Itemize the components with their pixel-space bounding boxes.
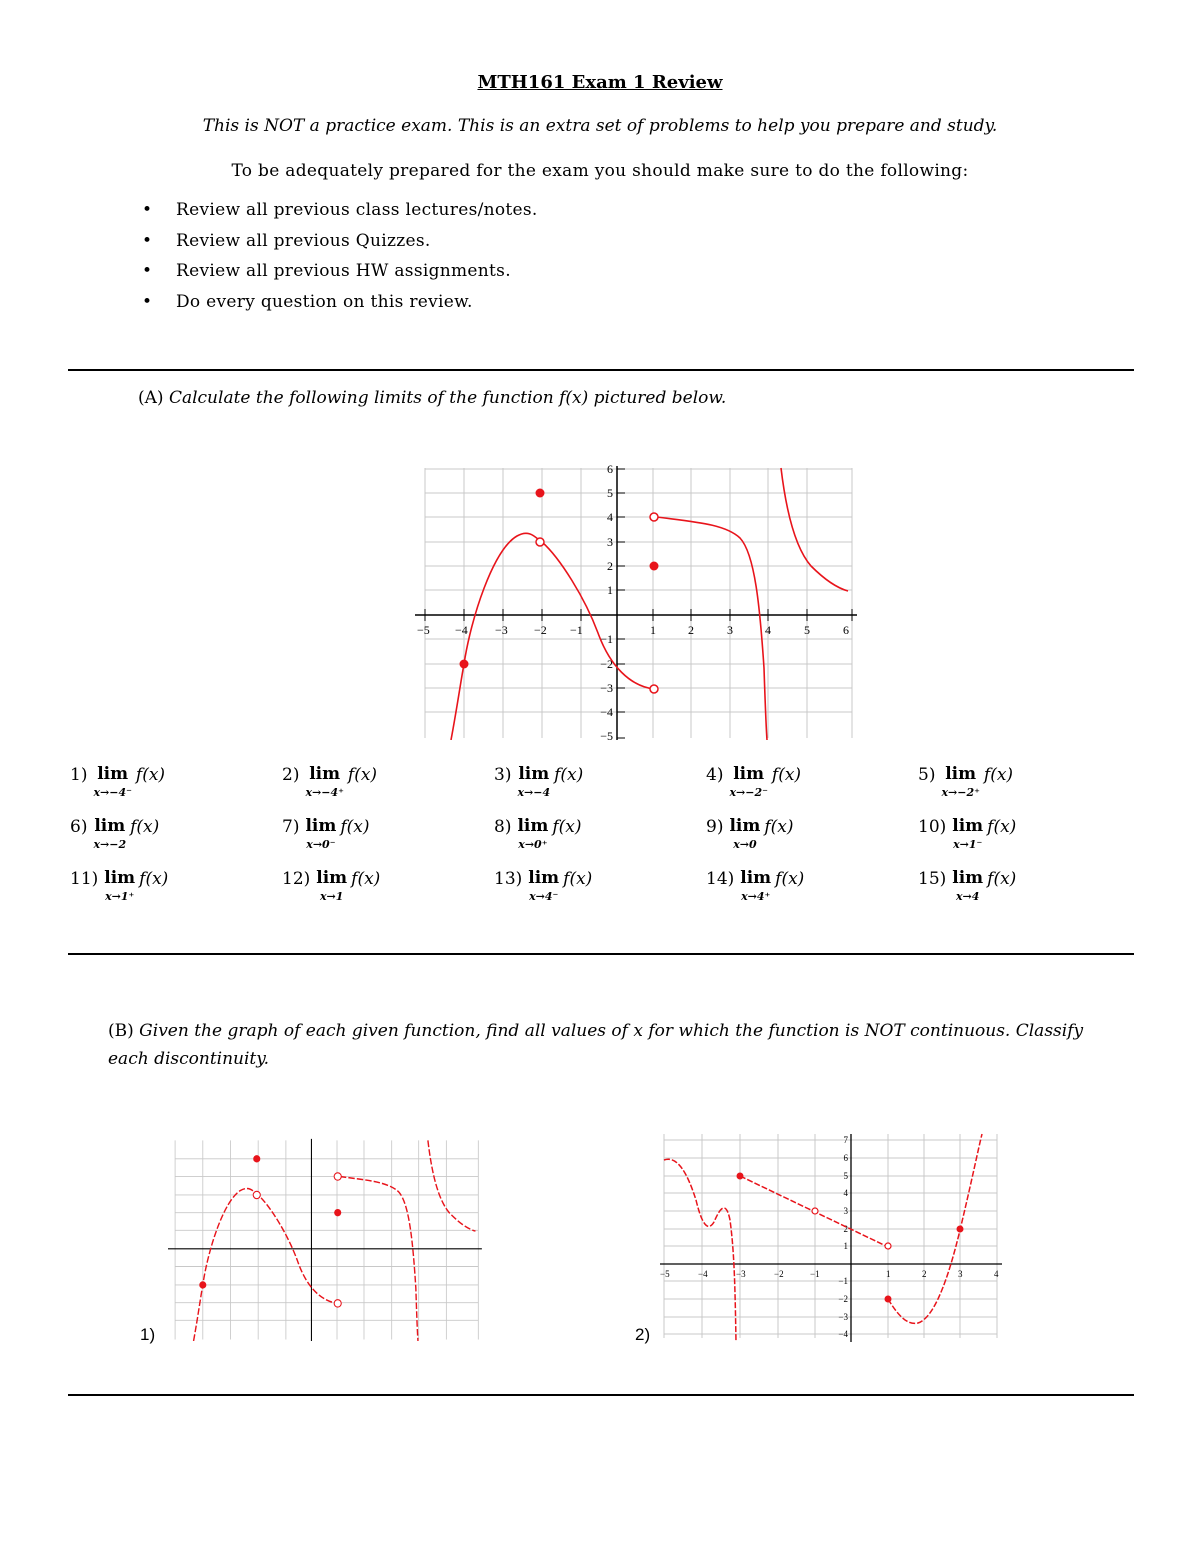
closed-point <box>460 660 469 669</box>
limit-problem: 14) lim x→4⁺ f(x) <box>706 868 805 903</box>
x-tick-label: −3 <box>736 1269 746 1279</box>
points <box>460 489 659 694</box>
x-tick-label: 5 <box>804 623 810 637</box>
open-point <box>650 513 658 521</box>
x-tick-label: −4 <box>455 623 468 637</box>
x-tick-label: 2 <box>688 623 694 637</box>
x-tick-label: −2 <box>534 623 547 637</box>
checklist-item: • Review all previous HW assignments. <box>140 256 538 287</box>
checklist-item: • Review all previous class lectures/notes. <box>140 195 538 226</box>
y-tick-label: 3 <box>843 1206 848 1216</box>
section-b-graph-1 <box>168 1133 484 1341</box>
checklist-item: • Review all previous Quizzes. <box>140 226 538 257</box>
x-tick-label: 3 <box>958 1269 963 1279</box>
limit-problem: 5) lim x→−2⁺ f(x) <box>918 764 1014 799</box>
y-tick-label: −3 <box>600 681 613 695</box>
x-tick-label: −5 <box>660 1269 670 1279</box>
axes <box>415 466 857 740</box>
x-tick-label: 4 <box>765 623 771 637</box>
y-tick-label: −2 <box>600 657 613 671</box>
y-tick-label: −1 <box>600 632 613 646</box>
y-tick-label: 3 <box>607 535 613 549</box>
y-tick-label: −4 <box>600 705 613 719</box>
x-tick-label: −2 <box>774 1269 784 1279</box>
limit-problem: 8) lim x→0⁺ f(x) <box>494 816 582 851</box>
y-tick-label: −5 <box>600 729 613 740</box>
x-tick-label: 6 <box>843 623 849 637</box>
section-b-instruction: Given the graph of each given function, find all values of x for which the function is NOT continuous. Classify each discontinuity. <box>108 1021 1084 1069</box>
section-b-heading <box>108 1017 1118 1073</box>
limit-problem: 3) lim x→−4 f(x) <box>494 764 584 799</box>
open-point <box>536 538 544 546</box>
x-tick-label: 1 <box>886 1269 891 1279</box>
limit-problem: 7) lim x→0⁻ f(x) <box>282 816 370 851</box>
limit-problem: 13) lim x→4⁻ f(x) <box>494 868 593 903</box>
section-b-graph-2 <box>660 1130 1005 1342</box>
x-tick-label: 4 <box>994 1269 999 1279</box>
checklist-item: • Do every question on this review. <box>140 287 538 318</box>
checklist <box>140 195 538 317</box>
y-tick-label: 2 <box>607 559 613 573</box>
y-tick-label: 4 <box>843 1188 848 1198</box>
x-tick-label: 2 <box>922 1269 927 1279</box>
function-curve <box>451 468 848 740</box>
limit-problem: 11) lim x→1⁺ f(x) <box>70 868 169 903</box>
y-tick-label: 5 <box>607 486 613 500</box>
x-tick-label: −1 <box>810 1269 820 1279</box>
graph-2-curve <box>664 1134 982 1342</box>
limit-problem: 15) lim x→4 f(x) <box>918 868 1017 903</box>
x-tick-label: −5 <box>417 623 430 637</box>
y-tick-label: 5 <box>843 1171 848 1181</box>
y-tick-label: −2 <box>838 1294 848 1304</box>
graph-2-y-ticks <box>838 1135 848 1339</box>
x-tick-labels <box>417 623 849 637</box>
limit-problem: 10) lim x→1⁻ f(x) <box>918 816 1017 851</box>
y-tick-label: −3 <box>838 1312 848 1322</box>
x-tick-label: 1 <box>650 623 656 637</box>
divider <box>68 953 1134 955</box>
y-tick-label: −4 <box>838 1329 848 1339</box>
limit-problem: 1) lim x→−4⁻ f(x) <box>70 764 166 799</box>
page-title: MTH161 Exam 1 Review <box>477 72 723 93</box>
section-b-label: (B) <box>108 1021 134 1041</box>
limit-problem: 4) lim x→−2⁻ f(x) <box>706 764 802 799</box>
limit-problem: 2) lim x→−4⁺ f(x) <box>282 764 378 799</box>
section-a-instruction: Calculate the following limits of the function f(x) pictured below. <box>168 388 727 408</box>
x-tick-label: −1 <box>570 623 583 637</box>
x-tick-label: 3 <box>727 623 733 637</box>
y-tick-label: −1 <box>838 1276 848 1286</box>
y-tick-label: 2 <box>843 1224 848 1234</box>
divider <box>68 369 1134 371</box>
limit-problem: 6) lim x→−2 f(x) <box>70 816 160 851</box>
y-tick-label: 4 <box>607 510 613 524</box>
limit-problem: 9) lim x→0 f(x) <box>706 816 794 851</box>
intro-text: To be adequately prepared for the exam you should make sure to do the following: <box>231 161 969 181</box>
y-tick-labels <box>600 462 613 740</box>
y-tick-label: 6 <box>607 462 613 476</box>
section-a-label: (A) <box>138 388 164 408</box>
graph-2-label: 2) <box>635 1325 651 1344</box>
y-tick-label: 7 <box>843 1135 848 1145</box>
y-tick-label: 1 <box>607 583 613 597</box>
limit-problem: 12) lim x→1 f(x) <box>282 868 381 903</box>
x-tick-label: −4 <box>698 1269 708 1279</box>
section-a-heading <box>138 388 726 408</box>
x-tick-label: −3 <box>495 623 508 637</box>
y-tick-label: 1 <box>843 1241 848 1251</box>
closed-point <box>536 489 545 498</box>
y-tick-label: 6 <box>843 1153 848 1163</box>
closed-point <box>650 562 659 571</box>
divider <box>68 1394 1134 1396</box>
open-point <box>650 685 658 693</box>
subtitle: This is NOT a practice exam. This is an extra set of problems to help you prepare and study. <box>202 116 998 136</box>
main-function-graph <box>415 458 860 740</box>
graph-1-label: 1) <box>140 1325 156 1344</box>
